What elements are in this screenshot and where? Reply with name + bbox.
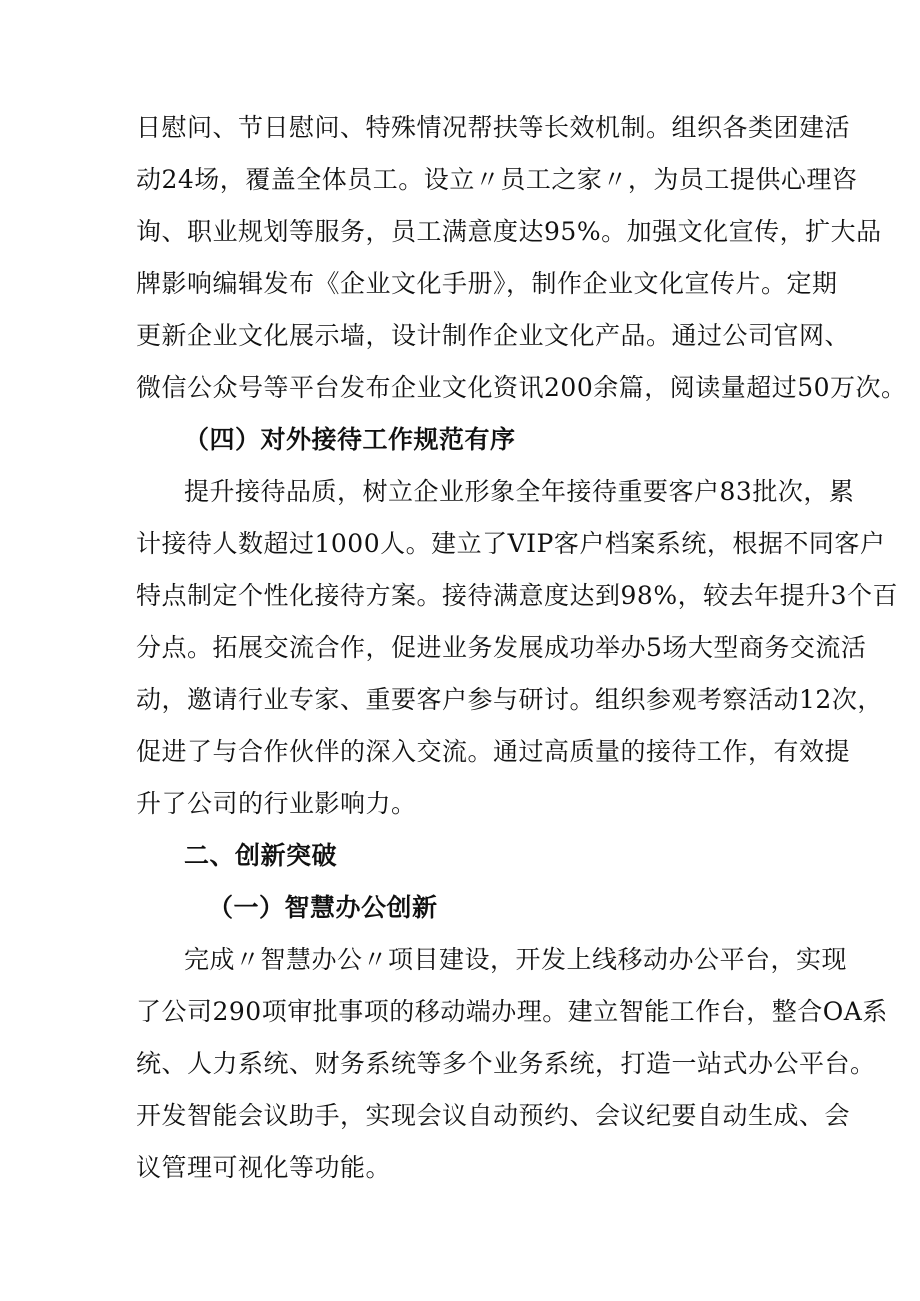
body-text-line: 特点制定个性化接待方案。接待满意度达到98%，较去年提升3个百 <box>136 581 898 610</box>
body-text-line: 更新企业文化展示墙，设计制作企业文化产品。通过公司官网、 <box>136 321 851 350</box>
body-text-line: 统、人力系统、财务系统等多个业务系统，打造一站式办公平台。 <box>136 1049 876 1078</box>
body-text-line: 牌影响编辑发布《企业文化手册》，制作企业文化宣传片。定期 <box>136 269 838 298</box>
body-text-line: 分点。拓展交流合作，促进业务发展成功举办5场大型商务交流活 <box>136 633 867 662</box>
body-text-line: 微信公众号等平台发布企业文化资讯200余篇，阅读量超过50万次。 <box>136 373 907 402</box>
body-text-line: 动24场，覆盖全体员工。设立〃员工之家〃，为员工提供心理咨 <box>136 165 858 194</box>
body-text-line: 促进了与合作伙伴的深入交流。通过高质量的接待工作，有效提 <box>136 737 851 766</box>
body-text-line: 升了公司的行业影响力。 <box>136 789 417 818</box>
body-text-line: 开发智能会议助手，实现会议自动预约、会议纪要自动生成、会 <box>136 1101 851 1130</box>
body-text-line: 动，邀请行业专家、重要客户参与研讨。组织参观考察活动12次， <box>136 685 883 714</box>
body-text-line: 议管理可视化等功能。 <box>136 1153 392 1182</box>
body-text-line: 完成〃智慧办公〃项目建设，开发上线移动办公平台，实现 <box>184 945 848 974</box>
body-text-line: 日慰问、节日慰问、特殊情况帮扶等长效机制。组织各类团建活 <box>136 113 851 142</box>
chapter-heading-innovation: 二、创新突破 <box>184 841 338 870</box>
section-heading-reception: （四）对外接待工作规范有序 <box>184 425 516 454</box>
body-text-line: 计接待人数超过1000人。建立了VIP客户档案系统，根据不同客户 <box>136 529 886 558</box>
section-heading-smart-office: （一）智慧办公创新 <box>208 893 438 922</box>
body-text-line: 询、职业规划等服务，员工满意度达95%。加强文化宣传，扩大品 <box>136 217 882 246</box>
body-text-line: 提升接待品质，树立企业形象全年接待重要客户83批次，累 <box>184 477 855 506</box>
body-text-line: 了公司290项审批事项的移动端办理。建立智能工作台，整合OA系 <box>136 997 888 1026</box>
